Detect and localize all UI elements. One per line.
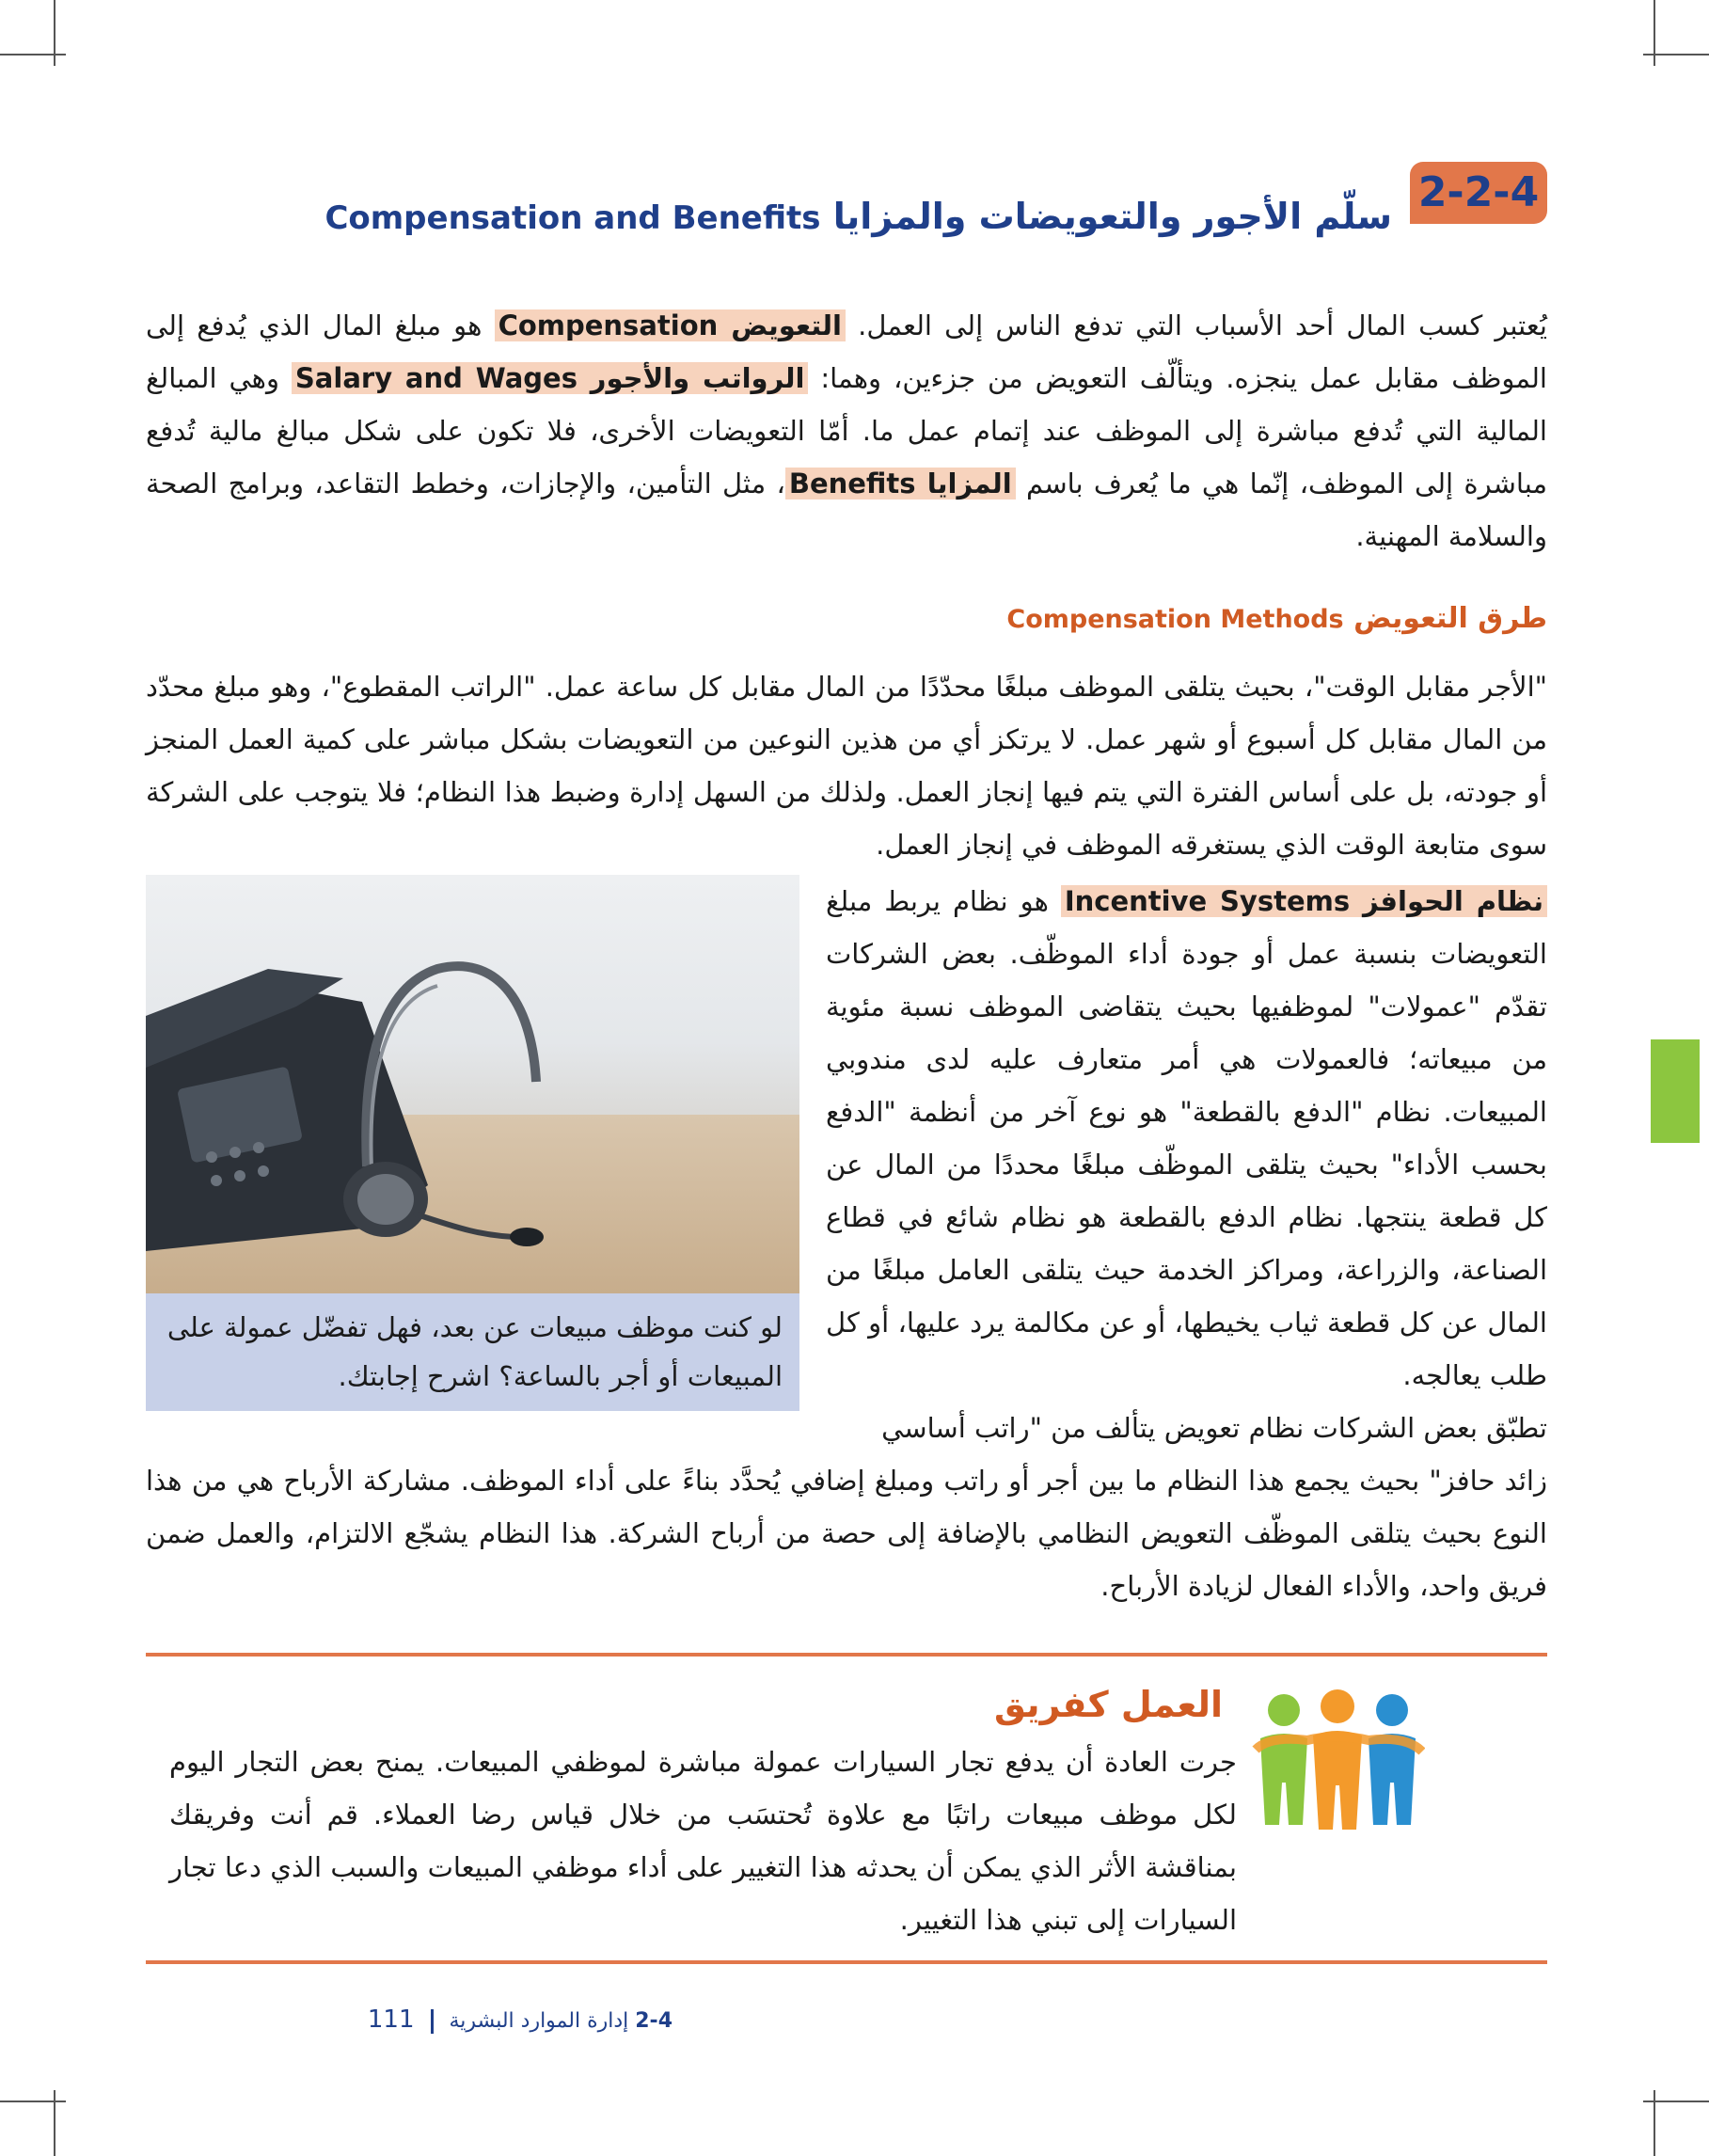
teamwork-top-rule: [146, 1653, 1547, 1657]
teamwork-bottom-rule: [146, 1960, 1547, 1964]
crop-mark: [54, 0, 55, 66]
section-number: 2-2-4: [1410, 162, 1547, 224]
methods-heading-ar: طرق التعويض: [1353, 602, 1547, 635]
section-header: [324, 160, 1547, 245]
intro-text-2: هو مبلغ المال الذي يُدفع إلى الموظف مقابل عمل ينجزه. ويتألّف التعويض من جزءين، وهما:: [146, 309, 1547, 394]
crop-mark: [0, 54, 66, 55]
term-compensation: التعويض Compensation: [495, 309, 846, 341]
page-number: 111: [367, 2005, 415, 2034]
methods-paragraph-1: "الأجر مقابل الوقت"، بحيث يتلقى الموظف مبلغًا محدّدًا من المال مقابل كل ساعة عمل. "الراتب المقطوع"، وهو مبلغ محدّد من المال مقابل كل أسبوع أو شهر عمل. لا يرتكز أي من هذين النوعين من التعويضات بشكل مباشر على كمية العمل المنجز أو جودته، بل على أساس الفترة التي يتم فيها إنجاز العمل. ولذلك من السهل إدارة وضبط هذا النظام؛ فلا يتوجب على الشركة سوى متابعة الوقت الذي يستغرقه الموظف في إنجاز العمل.: [146, 671, 1547, 861]
crop-mark: [1643, 2101, 1709, 2102]
teamwork-icon: [1251, 1684, 1425, 1834]
section-title-ar: سلّم الأجور والتعويضات والمزايا: [832, 196, 1392, 237]
methods-heading-en: Compensation Methods: [1006, 605, 1344, 634]
teamwork-text: جرت العادة أن يدفع تجار السيارات عمولة مباشرة لموظفي المبيعات. يمنح بعض التجار اليوم لكل موظف مبيعات راتبًا مع علاوة تُحتسَب من خلال قياس رضا العملاء. قم أنت وفريقك بمناقشة الأثر الذي يمكن أن يحدثه هذا التغيير على أداء موظفي المبيعات والسبب الذي دعا تجار السيارات إلى تبني هذا التغيير.: [169, 1746, 1237, 1936]
footer-divider: [431, 2009, 434, 2034]
methods-paragraph-3a: تطبّق بعض الشركات نظام تعويض يتألف من "راتب أساسي: [881, 1412, 1547, 1444]
term-benefits: المزايا Benefits: [785, 468, 1016, 499]
intro-paragraph: [146, 299, 1547, 563]
photo-caption: لو كنت موظف مبيعات عن بعد، فهل تفضّل عمولة على المبيعات أو أجر بالساعة؟ اشرح إجابتك.: [146, 1293, 799, 1411]
section-title-en: Compensation and Benefits: [324, 199, 821, 237]
intro-text-4: ، مثل التأمين، والإجازات، وخطط التقاعد، وبرامج الصحة والسلامة المهنية.: [146, 468, 1547, 552]
page-footer: [146, 2005, 673, 2043]
incentive-paragraph: [826, 875, 1547, 1402]
intro-text-1: يُعتبر كسب المال أحد الأسباب التي تدفع الناس إلى العمل.: [845, 309, 1547, 341]
crop-mark: [1654, 0, 1655, 66]
term-salary-wages: الرواتب والأجور Salary and Wages: [292, 362, 809, 394]
methods-paragraph-3b: زائد حافز" بحيث يجمع هذا النظام ما بين أجر أو راتب ومبلغ إضافي يُحدَّد بناءً على أداء الموظف. مشاركة الأرباح هي من هذا النوع بحيث يتلقى الموظّف التعويض النظامي بالإضافة إلى حصة من أرباح الشركة. هذا النظام يشجّع الالتزام، والعمل ضمن فريق واحد، والأداء الفعال لزيادة الأرباح.: [146, 1465, 1547, 1602]
headset-photo: [146, 875, 799, 1293]
crop-mark: [1643, 54, 1709, 55]
chapter-number: 2-4: [635, 2009, 673, 2033]
chapter-tab: [1651, 1039, 1700, 1143]
crop-mark: [0, 2101, 66, 2102]
section-title: [324, 196, 1392, 237]
teamwork-title: العمل كفريق: [994, 1684, 1223, 1725]
incentive-text: هو نظام يربط مبلغ التعويضات بنسبة عمل أو جودة أداء الموظّف. بعض الشركات تقدّم "عمولات" لموظفيها بحيث يتقاضى الموظف نسبة مئوية من مبيعاته؛ فالعمولات هي أمر متعارف عليه لدى مندوبي المبيعات. نظام "الدفع بالقطعة" هو نوع آخر من أنظمة "الدفع بحسب الأداء" بحيث يتلقى الموظّف مبلغًا محددًا من المال عن كل قطعة ينتجها. نظام الدفع بالقطعة هو نظام شائع في قطاع الصناعة، والزراعة، ومراكز الخدمة حيث يتلقى العامل مبلغًا من المال عن كل قطعة ثياب يخيطها، أو عن مكالمة يرد عليها، أو كل طلب يعالجه.: [826, 885, 1547, 1391]
intro-text-3: وهي المبالغ المالية التي تُدفع مباشرة إلى الموظف عند إتمام عمل ما. أمّا التعويضات الأخرى، فلا تكون على شكل مبالغ مالية تُدفع مباشرة إلى الموظف، إنّما هي ما يُعرف باسم: [146, 362, 1547, 499]
headset-phone-illustration: [146, 875, 799, 1293]
chapter-title: إدارة الموارد البشرية: [449, 2009, 629, 2033]
methods-heading: [752, 602, 1547, 635]
term-incentive-systems: نظام الحوافز Incentive Systems: [1061, 885, 1547, 917]
